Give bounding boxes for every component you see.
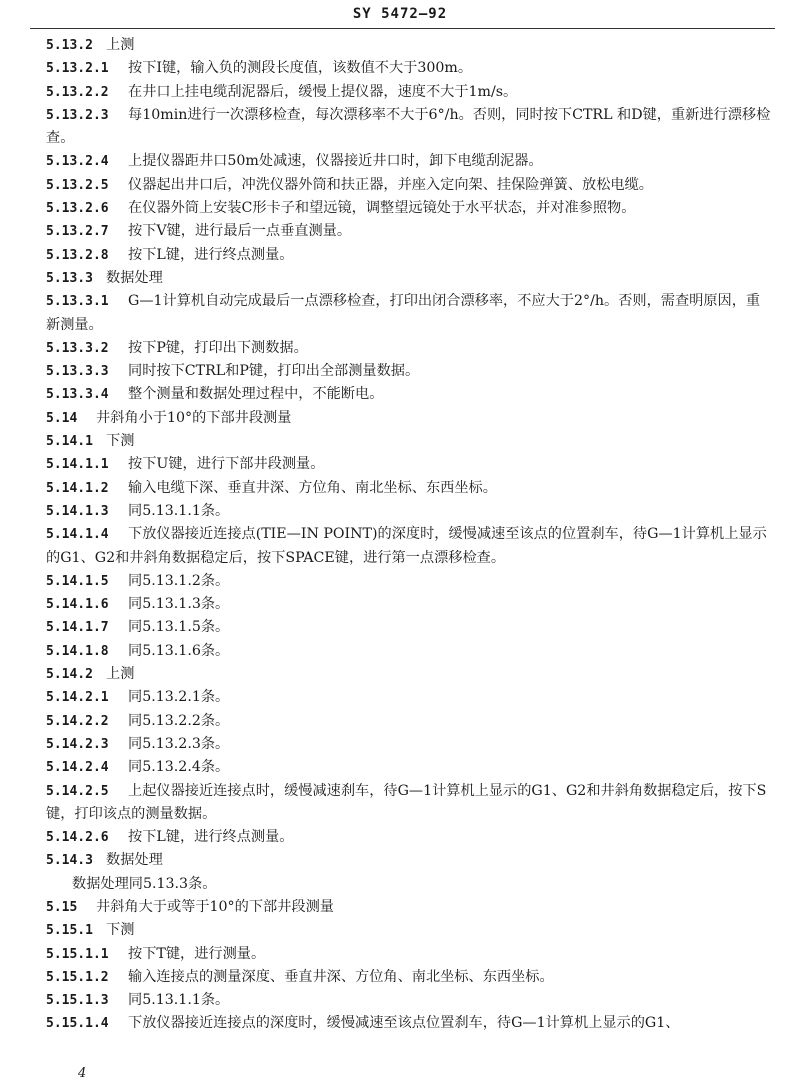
clause-text: 上起仪器接近连接点时，缓慢减速刹车，待G—1计算机上显示的G1、G2和井斜角数据稳定后，按下S键，打印该点的测量数据。 — [46, 782, 767, 822]
clause-line — [46, 220, 772, 243]
clause-line — [46, 873, 772, 896]
clause-line — [46, 919, 772, 942]
clause-line — [46, 360, 772, 383]
clause-number: 5.14.2.1 — [46, 690, 109, 706]
clause-line — [46, 593, 772, 616]
clause-number: 5.14.2.2 — [46, 713, 109, 729]
clause-line — [46, 407, 772, 430]
clause-line — [46, 337, 772, 360]
clause-line — [46, 150, 772, 173]
clause-number: 5.14.1 — [46, 434, 93, 450]
clause-line — [46, 267, 772, 290]
clause-line — [46, 197, 772, 220]
clause-line — [46, 640, 772, 663]
clause-line — [46, 477, 772, 500]
clause-line — [46, 453, 772, 476]
clause-number: 5.14.1.2 — [46, 480, 109, 496]
clause-number: 5.14.2.4 — [46, 760, 109, 776]
clause-line — [46, 989, 772, 1012]
clause-number: 5.15.1.3 — [46, 993, 109, 1009]
clause-text: 在井口上挂电缆刮泥器后，缓慢上提仪器，速度不大于1m/s。 — [128, 83, 518, 100]
clause-text: 下测 — [106, 433, 135, 450]
clause-text: 同时按下CTRL和P键，打印出全部测量数据。 — [128, 363, 420, 380]
clause-number: 5.14.1.6 — [46, 597, 109, 613]
clause-number: 5.14.1.4 — [46, 527, 109, 543]
clause-line — [46, 57, 772, 80]
clause-text: 输入连接点的测量深度、垂直井深、方位角、南北坐标、东西坐标。 — [128, 968, 554, 985]
clause-text: 仪器起出井口后，冲洗仪器外筒和扶正器，并座入定向架、挂保险弹簧、放松电缆。 — [128, 176, 653, 193]
clause-line — [46, 174, 772, 197]
clause-number: 5.13.3.2 — [46, 340, 109, 356]
clause-number: 5.15.1.4 — [46, 1016, 109, 1032]
clause-line — [46, 943, 772, 966]
clause-number: 5.13.3.3 — [46, 364, 109, 380]
clause-line — [46, 570, 772, 593]
clause-number: 5.14.3 — [46, 853, 93, 869]
clause-text: 同5.13.2.2条。 — [128, 712, 230, 729]
clause-line — [46, 523, 772, 570]
clause-text: 同5.13.2.1条。 — [128, 689, 230, 706]
clause-text: 按下V键，进行最后一点垂直测量。 — [128, 223, 352, 240]
clause-text: 同5.13.1.3条。 — [128, 596, 230, 613]
clause-line — [46, 34, 772, 57]
clause-text: 每10min进行一次漂移检查，每次漂移率不大于6°/h。否则，同时按下CTRL 和D键，重新进行漂移检查。 — [46, 106, 771, 147]
clause-text: 按下L键，进行终点测量。 — [128, 829, 294, 846]
clause-number: 5.14.1.7 — [46, 620, 109, 636]
clause-line — [46, 1012, 772, 1035]
clause-text: 同5.13.1.1条。 — [128, 992, 230, 1009]
clause-number: 5.13.2.7 — [46, 224, 109, 240]
clause-number: 5.15.1 — [46, 923, 93, 939]
clause-number: 5.13.2.1 — [46, 61, 109, 77]
clause-line — [46, 780, 772, 827]
clause-text: 上提仪器距井口50m处减速，仪器接近井口时，卸下电缆刮泥器。 — [128, 153, 543, 170]
clause-number: 5.14.1.5 — [46, 573, 109, 589]
clause-text: 井斜角大于或等于10°的下部井段测量 — [96, 898, 334, 915]
clause-number: 5.14.1.1 — [46, 457, 109, 473]
clause-line — [46, 244, 772, 267]
clause-line — [46, 733, 772, 756]
clause-number: 5.13.2.8 — [46, 247, 109, 263]
clause-text: 数据处理 — [106, 852, 163, 869]
clause-line — [46, 663, 772, 686]
clause-line — [46, 383, 772, 406]
clause-line — [46, 616, 772, 639]
clause-text: 数据处理 — [106, 269, 163, 286]
clause-line — [46, 756, 772, 779]
clause-text: 按下I键，输入负的测段长度值，该数值不大于300m。 — [128, 60, 473, 77]
clause-line — [46, 81, 772, 104]
clause-text: 下放仪器接近连接点(TIE—IN POINT)的深度时，缓慢减速至该点的位置刹车，待G—1计算机上显示的G1、G2和井斜角数据稳定后，按下SPACE键，进行第一点漂移检查。 — [46, 526, 767, 566]
clause-line — [46, 430, 772, 453]
clause-line — [46, 710, 772, 733]
clause-text: 按下P键，打印出下测数据。 — [128, 339, 308, 356]
clause-text: 数据处理同5.13.3条。 — [72, 875, 217, 892]
clause-line — [46, 104, 772, 151]
clause-text: G—1计算机自动完成最后一点漂移检查，打印出闭合漂移率，不应大于2°/h。否则，需查明原因，重新测量。 — [46, 293, 761, 333]
clause-number: 5.13.2 — [46, 38, 93, 53]
clause-text: 按下U键，进行下部井段测量。 — [128, 456, 325, 473]
clause-line — [46, 966, 772, 989]
clause-number: 5.14.2.5 — [46, 783, 109, 799]
clause-number: 5.13.2.2 — [46, 84, 109, 100]
document-header: SY 5472—92 — [352, 6, 448, 22]
clause-text: 上测 — [106, 37, 135, 53]
clause-number: 5.13.2.6 — [46, 201, 109, 217]
clause-text: 在仪器外筒上安装C形卡子和望远镜，调整望远镜处于水平状态，并对准参照物。 — [128, 200, 636, 217]
clause-text: 井斜角小于10°的下部井段测量 — [96, 409, 292, 426]
clause-text: 整个测量和数据处理过程中，不能断电。 — [128, 386, 384, 403]
clause-text: 输入电缆下深、垂直井深、方位角、南北坐标、东西坐标。 — [128, 479, 497, 496]
clause-number: 5.13.3.4 — [46, 387, 109, 403]
clause-number: 5.14.1.3 — [46, 503, 109, 519]
clause-number: 5.13.3.1 — [46, 294, 109, 310]
header-rule — [30, 28, 775, 29]
clause-line — [46, 826, 772, 849]
clause-number: 5.13.2.3 — [46, 107, 109, 123]
clause-number: 5.13.3 — [46, 270, 93, 286]
clause-number: 5.14.2.3 — [46, 736, 109, 752]
clause-number: 5.14.2 — [46, 667, 93, 683]
clause-text: 按下T键，进行测量。 — [128, 945, 266, 962]
clause-text: 按下L键，进行终点测量。 — [128, 246, 294, 263]
clause-number: 5.14.1.8 — [46, 643, 109, 659]
clause-text: 同5.13.1.1条。 — [128, 502, 230, 519]
clause-text: 上测 — [106, 666, 135, 683]
clause-line — [46, 896, 772, 919]
clause-number: 5.15.1.1 — [46, 946, 109, 962]
clause-number: 5.14 — [46, 410, 78, 426]
clause-number: 5.14.2.6 — [46, 830, 109, 846]
clause-text: 同5.13.1.6条。 — [128, 642, 230, 659]
clause-text: 同5.13.1.2条。 — [128, 572, 230, 589]
clause-number: 5.15 — [46, 899, 78, 915]
clause-text: 同5.13.2.4条。 — [128, 759, 230, 776]
clause-text: 下测 — [106, 922, 135, 939]
clause-number: 5.15.1.2 — [46, 969, 109, 985]
clause-line — [46, 290, 772, 337]
clause-number: 5.13.2.5 — [46, 177, 109, 193]
clause-line — [46, 686, 772, 709]
page-number: 4 — [78, 1066, 87, 1081]
clause-line — [46, 500, 772, 523]
clause-text: 同5.13.2.3条。 — [128, 735, 230, 752]
clause-number: 5.13.2.4 — [46, 154, 109, 170]
clause-line — [46, 849, 772, 872]
document-body — [46, 34, 772, 1036]
clause-text: 下放仪器接近连接点的深度时，缓慢减速至该点位置刹车，待G—1计算机上显示的G1、 — [128, 1015, 680, 1032]
clause-text: 同5.13.1.5条。 — [128, 619, 230, 636]
